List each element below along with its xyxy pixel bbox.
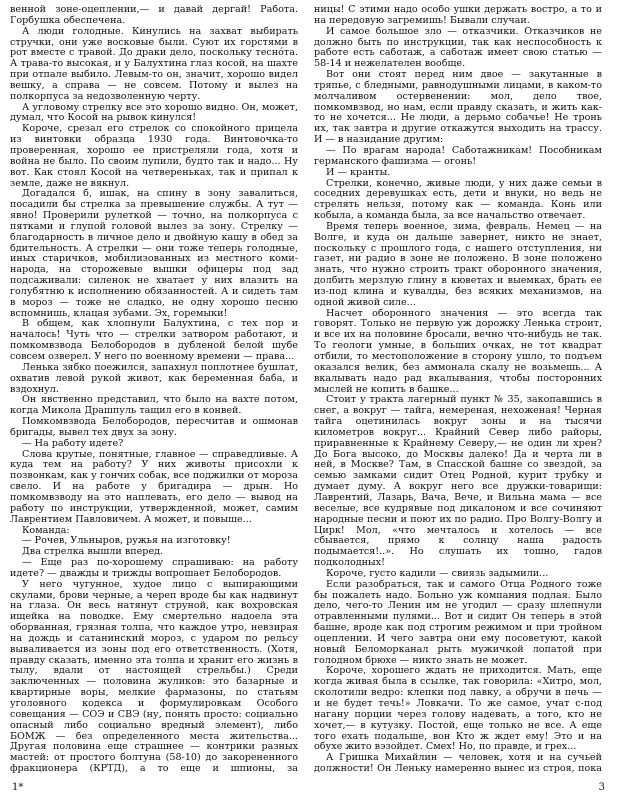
paragraph: — По врагам народа! Саботажникам! Пособникам германского фашизма — огонь! xyxy=(314,144,602,167)
paragraph: У него чугунное, худое лицо с выпирающими скулами, брови черные, а череп вроде бы как надвинут на глаза. Он весь натянут струной, как вохровская ищейка на поводке. Ему смертельно надоела эта оборванная, грязная толпа, что каждое утро, невзирая на дождь и сатанинский мороз, с ударом по рельсу вываливается из зоны под его ответственность. (Хотя, правду сказать, именно эта толпа и хранит его жизнь в тылу, вдали от настоящей стрельбы.) Среди заключенных — половина жуликов: это базарные и квартирные воры, мелкие фармазоны, по статьям уголовного кодекса и формулировкам Особого совещания — СОЭ и СВЭ (ну, понять просто: социально опасный либо социально вредный элемент), либо БОМЖ — без определенного места жительства... Другая половина еще страшнее — контрики разных мастей: от простого болтуна (58-10) до закорененного фракционера (КРТД), а то еще и шпионы, за xyxy=(10,578,298,775)
paragraph: И самое большое зло — отказчики. Отказчиков не должно быть по инструкции, так как неспособность к работе есть саботаж, а саботаж имеет свою статью — 58-14 и нежелателен вообще. xyxy=(314,25,602,70)
paragraph: — Еще раз по-хорошему спрашиваю: на работу идете? — дважды и трижды вопрошает Белобородов. xyxy=(10,557,298,579)
paragraph: — На работу идете? xyxy=(22,437,124,449)
paragraph: Стрелки, конечно, живые люди, у них даже семьи в соседних деревушках есть, дети и внуки, но ведь не стрелять нельзя, потому как — команда. Конь или кобыла, а команда была, за все начальство отвечает. xyxy=(314,177,602,222)
paragraph: — Рочев, Ульныров, ружья на изготовку! xyxy=(22,535,231,547)
paragraph: И — кранты. xyxy=(326,166,391,178)
page-number: 3 xyxy=(598,782,605,793)
paragraph: Ленька зябко поежился, запахнул поплотнее бушлат, охватив левой рукой живот, как беременная баба, и вздохнул. xyxy=(10,361,298,395)
paragraph: Насчет оборонного значения — это всегда так говорят. Только не первую уж дорожку Ленька строит, и все их на половине бросали, вечно что-нибудь не так. То геологи умные, в больших очках, не тот квадрат отбили, то местоположение в сторону ушло, то подъем оказался велик, без аммонала скалу не возьмешь... А вкалывать надо рад вкалывания, чтобы посторонних мыслей не копить в башке... xyxy=(314,307,602,395)
paragraph: А люди голодные. Кинулись на захват выбирать стручки, они уже восковые были. Суют их горстями в рот вместе с травой. До драки дело, поскольку тесно́та. А трава-то высокая, и у Балухтина глаз косой, на шахте при отпале выбило. Левым-то он, значит, хорошо видел вешку, а справа — не совсем. Потому и вылез на полкорпуса за недозволенную черту. xyxy=(10,25,298,102)
paragraph: Время теперь военное, зима, февраль. Немец — на Волге, и куда он дальше завернет, никто не знает, поскольку с прошлого года, с нашего отступления, ни газет, ни радио в зоне не положено. В зоне положено знать, что нужно строить тракт оборонного значения, долбить мерзлую глину в кюветах и выемках, брать ее из-под клина и кувалды, без всяких механизмов, на одной живой силе... xyxy=(314,220,602,308)
paragraph: Если разобраться, так и самого Отца Родного тоже бы пожалеть надо. Больно уж компания подлая. Было дело, чего-то Ленин им не угодил — сразу шлепнули отравленными пулями... Вот и сидит Он теперь в этой башне, вроде как под строгим режимом и при тройном оцеплении. И чего завтра они ему посоветуют, какой новый Беломорканал рыть мужичкой лопатой при голодном брюхе — никто знать не может. xyxy=(314,578,602,666)
paragraph: А Гришка Михайлин — человек, хотя и на сучьей должности! Он Леньку намеренно вынес из строя, пока xyxy=(314,752,602,775)
paragraph: ницы! С этими надо особо ушки держать востро, а то и на передовую загремишь! Бывали случаи. xyxy=(314,5,602,26)
paragraph: Догадался б, ишак, на спину в зону завалиться, посадили бы стрелка за превышение службы. А тут — явно! Проверили рулеткой — точно, на полкорпуса с пятками и глупой головой вылез за зону. Стрелку — благодарность в личное дело и двойную кашу в обед за бдительность. А стрелки — они тоже теперь голодные, иных старичков, мобилизованных из местного коми-народа, на сторожевые вышки офицеры под зад подсаживали: силенок не хватает у них влазить на голубятню к исполнению обязанностей. А и сидеть там в мороз — тоже не сладко, не одну хорошо песню вспомнишь, клацая зубами. Эх, горемыки! xyxy=(10,188,298,319)
left-text-column xyxy=(10,5,298,775)
right-text-column xyxy=(314,5,602,775)
document-page xyxy=(10,5,609,795)
paragraph: Он явственно представил, что было на вахте потом, когда Микола Драшпуль тащил его в конвей. xyxy=(10,394,298,417)
paragraph: Короче, срезал его стрелок со спокойного прицела из винтовки образца 1930 года. Винтовочка-то проверенная, хорошо ее пристреляли года, хотя и война не было. По своим лупили, будто так и надо... Ну вот. Как стоял Косой на четвереньках, так и припал к земле, даже не вякнул. xyxy=(10,123,298,189)
paragraph: Короче, хорошего ждать не приходится. Мать, еще когда живая была в ссылке, так говорила: «Хитро, мол, сколотили ведро: клепки под лавку, а обручи в печь — и не будет течь!» Ловкачи. То же самое, учат с-под нагану порции через голову надевать, а того, кто не хочет,— в кутузку. Постой, еще только не все. А еще того ехать подальше, вон Кто ж ждет ему! Это и на обухе жито вэзойдет. Смех! Но, по правде, и грех... xyxy=(314,665,602,753)
paragraph: Короче, густо кадили — свиязь задымили... xyxy=(326,567,549,579)
paragraph: Вот они стоят перед ним двое — закутанные в тряпье, с бледными, равнодушными лицами, в каком-то молчаливом остервенении: мол, дело твое, помкомвзвод, но нам, если правду сказать, и жить как-то не хочется... Не люди, а дерьмо собачье! Не тронь их, так завтра и другие откажутся выходить на трассу. И — в назидание другим: xyxy=(314,69,602,146)
paragraph: венной зоне-оцеплении,— и давай дергай! Работа. Горбушка обеспечена. xyxy=(10,5,298,26)
paragraph: Слова крутые, понятные, главное — справедливые. А куда тем на работу? У них животы присохли к позвонкам, как у гончих собак, все поджилки от мороза свело. И на работе у бригадира — дрын. Но помкомвзводу на это наплевать, его дело — вывод на работу по инструкции, утвержденной, может, самим Лаврентием Павловичем. А может, и повыше... xyxy=(10,448,298,525)
paragraph: Помкомвзвода Белобородов, пересчитав и ошмонав бригады, вывел тех двух за зону. xyxy=(10,416,298,438)
paragraph: Команда: xyxy=(22,524,70,536)
paragraph: В общем, как хлопнули Балухтина, с тех пор и началось! Чуть что — стрелки затвором работают, и помкомвзвода Белобородов в дубленой белой шубе совсем озверел. У него по военному времени — права... xyxy=(10,318,298,362)
paragraph: Два стрелка вышли вперед. xyxy=(22,546,164,558)
signature-mark: 1* xyxy=(12,782,24,793)
paragraph: А угловому стрелку все это хорошо видно. Он, может, думал, что Косой на рывок кинулся! xyxy=(10,101,298,124)
paragraph: Стоит у тракта лагерный пункт № 35, закопавшись в снег, а вокруг — тайга, немереная, нехоженая! Черная тайга оцетинилась вокруг зоны и на тысячи километров вокруг... Крайний Север либо райоры, приравненные к Крайнему Северу,— не один ли хрен? До Бога высоко, до Москвы далеко! Да и черта ли в ней, в Москве? Там, в Спасской башне со звездой, за семью замками сидит Отец Родной, курит трубку и думает думу. А вокруг него все дружки-товарищи: Лаврентий, Лазарь, Вача, Вече, и Вильна мама — все веселые, все кудрявые под дикалоном и все сочиняют народные песни и поют их по радио. Про Волгу-Волгу и Цирк! Мол, «что мечталось и хотелось — все сбывается, прямо к солнцу наша радость подымается!..». Но слушать их тошно, гадов подколодных! xyxy=(314,394,602,569)
